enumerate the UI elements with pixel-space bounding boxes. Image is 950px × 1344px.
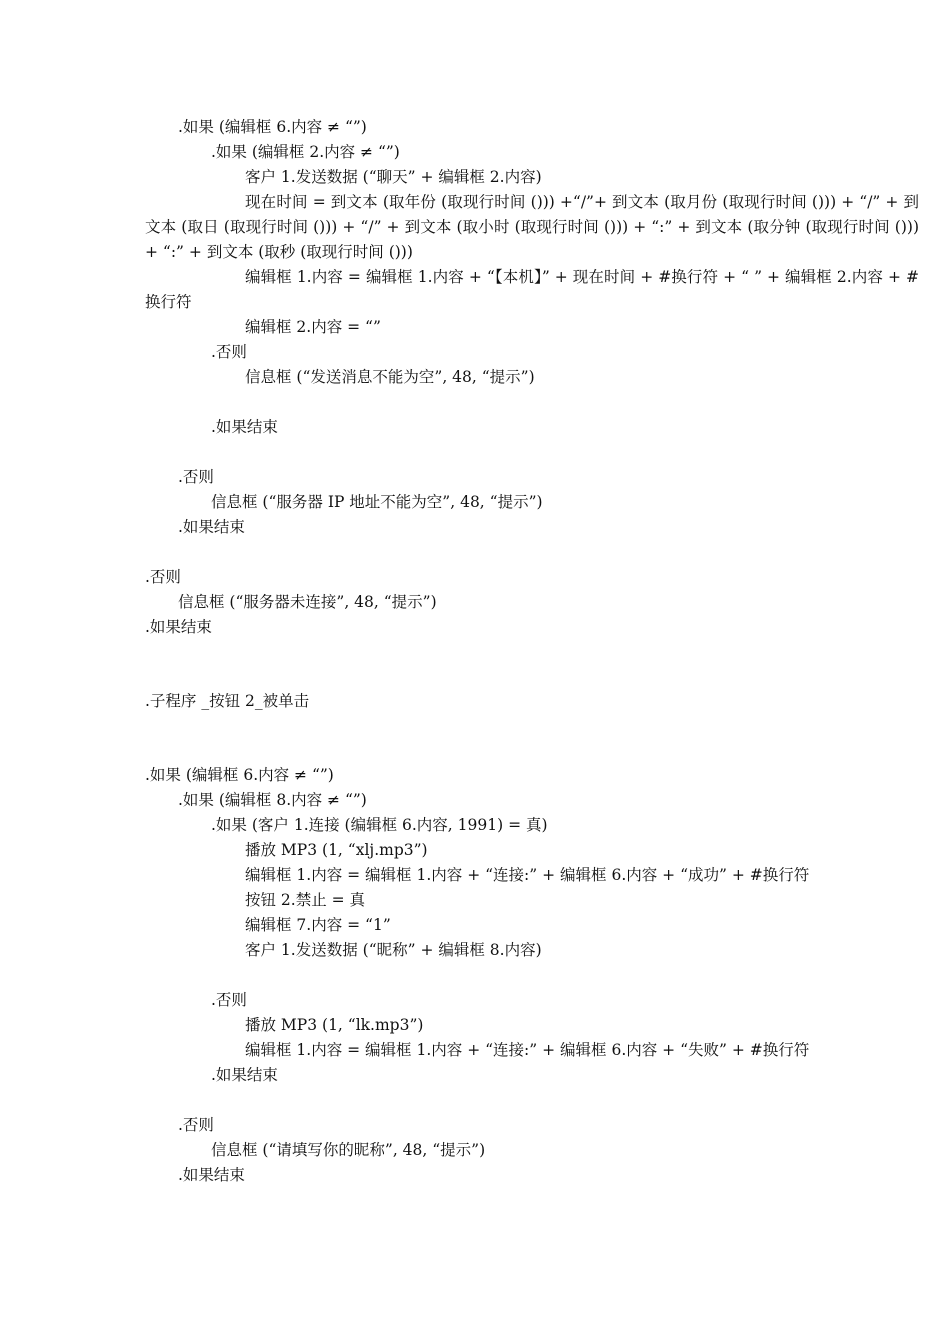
code-line: .否则 <box>178 468 214 486</box>
code-line: 播放 MP3 (1, “lk.mp3”) <box>245 1016 424 1034</box>
code-line: 信息框 (“服务器 IP 地址不能为空”, 48, “提示”) <box>211 493 543 511</box>
code-line-wrapped <box>145 190 919 265</box>
code-line: 编辑框 7.内容 = “1” <box>245 916 391 934</box>
code-line: .如果结束 <box>178 1166 245 1184</box>
code-line: 信息框 (“请填写你的昵称”, 48, “提示”) <box>211 1141 486 1159</box>
code-line: 信息框 (“服务器未连接”, 48, “提示”) <box>178 593 437 611</box>
code-line: .如果 (编辑框 8.内容 ≠ “”) <box>178 791 367 809</box>
code-line: .否则 <box>211 991 247 1009</box>
code-line: .如果 (编辑框 6.内容 ≠ “”) <box>145 766 334 784</box>
code-line: .否则 <box>178 1116 214 1134</box>
code-line: .如果结束 <box>145 618 212 636</box>
code-line: .如果 (编辑框 2.内容 ≠ “”) <box>211 143 400 161</box>
code-line: .如果结束 <box>211 1066 278 1084</box>
code-line: 客户 1.发送数据 (“昵称” + 编辑框 8.内容) <box>245 941 542 959</box>
code-line: 编辑框 1.内容 = 编辑框 1.内容 + “连接:” + 编辑框 6.内容 + “成功” + #换行符 <box>245 866 810 884</box>
code-line: 播放 MP3 (1, “xlj.mp3”) <box>245 841 428 859</box>
code-line: 编辑框 2.内容 = “” <box>245 318 381 336</box>
code-line: 信息框 (“发送消息不能为空”, 48, “提示”) <box>245 368 535 386</box>
code-line: .否则 <box>145 568 181 586</box>
code-line: .如果结束 <box>178 518 245 536</box>
code-line: 客户 1.发送数据 (“聊天” + 编辑框 2.内容) <box>245 168 542 186</box>
code-line: .如果结束 <box>211 418 278 436</box>
code-line-text: 编辑框 1.内容 = 编辑框 1.内容 + “【本机】” + 现在时间 + #换行符 + “ ” + 编辑框 2.内容 + #换行符 <box>145 268 919 311</box>
code-line: .如果 (编辑框 6.内容 ≠ “”) <box>178 118 367 136</box>
code-line-wrapped <box>145 265 919 315</box>
code-line-text: 现在时间 = 到文本 (取年份 (取现行时间 ())) +“/”+ 到文本 (取月份 (取现行时间 ())) + “/” + 到文本 (取日 (取现行时间 ())) + “/” + 到文本 (取小时 (取现行时间 ())) + “:” + 到文本 (取分钟 (取现行时间 ())) + “:” + 到文本 (取秒 (取现行时间 ())) <box>145 193 919 261</box>
code-line: .子程序 _按钮 2_被单击 <box>145 692 310 710</box>
code-line: 按钮 2.禁止 = 真 <box>245 891 366 909</box>
code-line: 编辑框 1.内容 = 编辑框 1.内容 + “连接:” + 编辑框 6.内容 + “失败” + #换行符 <box>245 1041 810 1059</box>
code-line: .如果 (客户 1.连接 (编辑框 6.内容, 1991) = 真) <box>211 816 548 834</box>
code-line: .否则 <box>211 343 247 361</box>
